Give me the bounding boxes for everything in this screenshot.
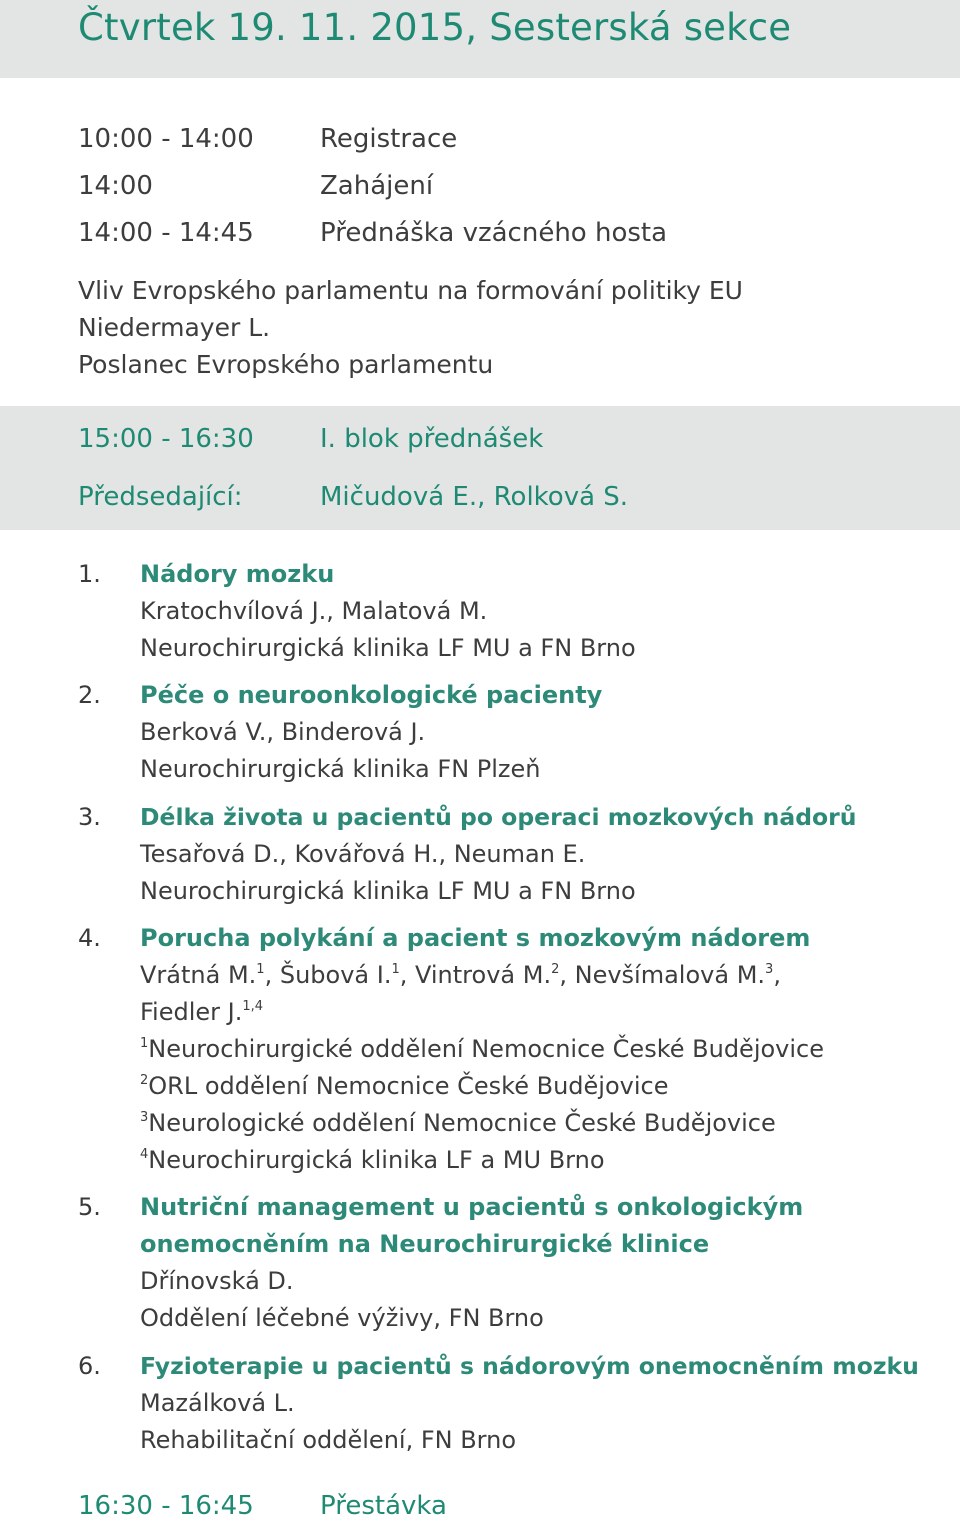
schedule-time: 14:00 - 14:45 (78, 218, 254, 248)
schedule-time: 10:00 - 14:00 (78, 124, 254, 154)
talk-title: Nádory mozku (140, 560, 335, 588)
talk-authors: Berková V., Binderová J. (140, 718, 426, 746)
talk-title: Nutriční management u pacientů s onkologickým (140, 1193, 804, 1221)
talk-number: 6. (78, 1352, 101, 1380)
schedule-label: Přednáška vzácného hosta (320, 218, 668, 248)
guest-role: Poslanec Evropského parlamentu (78, 350, 494, 379)
header-band (0, 0, 960, 78)
schedule-time: 14:00 (78, 171, 153, 201)
talk-affiliation: $^2$ORL oddělení Nemocnice České Budějovice (140, 1072, 669, 1100)
talk-title: Porucha polykání a pacient s mozkovým nádorem (140, 924, 811, 952)
talk-affiliation: Rehabilitační oddělení, FN Brno (140, 1426, 517, 1454)
talk-authors: Vrátná M.$^1$, Šubová I.$^1$, Vintrová M.$^2$, Nevšímalová M.$^3$, (140, 961, 781, 989)
schedule-label: Registrace (320, 124, 458, 154)
talk-authors: Tesařová D., Kovářová H., Neuman E. (140, 840, 586, 868)
talk-authors-continued: Fiedler J.$^{1,4}$ (140, 998, 264, 1026)
block-label: I. blok přednášek (320, 424, 544, 454)
talk-number: 1. (78, 560, 101, 588)
chair-label: Předsedající: (78, 482, 243, 512)
talk-authors: Dřínovská D. (140, 1267, 294, 1295)
talk-authors: Kratochvílová J., Malatová M. (140, 597, 488, 625)
talk-number: 3. (78, 803, 101, 831)
block-time: 15:00 - 16:30 (78, 424, 254, 454)
guest-speaker: Niedermayer L. (78, 313, 271, 342)
page-title: Čtvrtek 19. 11. 2015, Sesterská sekce (78, 6, 792, 49)
talk-affiliation: Neurochirurgická klinika LF MU a FN Brno (140, 634, 636, 662)
talk-authors: Mazálková L. (140, 1389, 295, 1417)
talk-title: Péče o neuroonkologické pacienty (140, 681, 603, 709)
talk-affiliation: Neurochirurgická klinika LF MU a FN Brno (140, 877, 636, 905)
chair-names: Mičudová E., Rolková S. (320, 482, 629, 512)
break-label: Přestávka (320, 1491, 447, 1521)
talk-title: Délka života u pacientů po operaci mozkových nádorů (140, 803, 857, 831)
talk-affiliation: Neurochirurgická klinika FN Plzeň (140, 755, 541, 783)
talk-title-continued: onemocněním na Neurochirurgické klinice (140, 1230, 710, 1258)
guest-lecture-title: Vliv Evropského parlamentu na formování politiky EU (78, 276, 743, 305)
schedule-label: Zahájení (320, 171, 434, 201)
talk-affiliation: $^3$Neurologické oddělení Nemocnice České Budějovice (140, 1109, 776, 1137)
talk-affiliation: $^4$Neurochirurgická klinika LF a MU Brno (140, 1146, 605, 1174)
talk-affiliation: Oddělení léčebné výživy, FN Brno (140, 1304, 544, 1332)
break-time: 16:30 - 16:45 (78, 1491, 254, 1521)
talk-number: 2. (78, 681, 101, 709)
talk-number: 4. (78, 924, 101, 952)
talk-title: Fyzioterapie u pacientů s nádorovým onemocněním mozku (140, 1352, 919, 1380)
talk-affiliation: $^1$Neurochirurgické oddělení Nemocnice České Budějovice (140, 1035, 824, 1063)
talk-number: 5. (78, 1193, 101, 1221)
